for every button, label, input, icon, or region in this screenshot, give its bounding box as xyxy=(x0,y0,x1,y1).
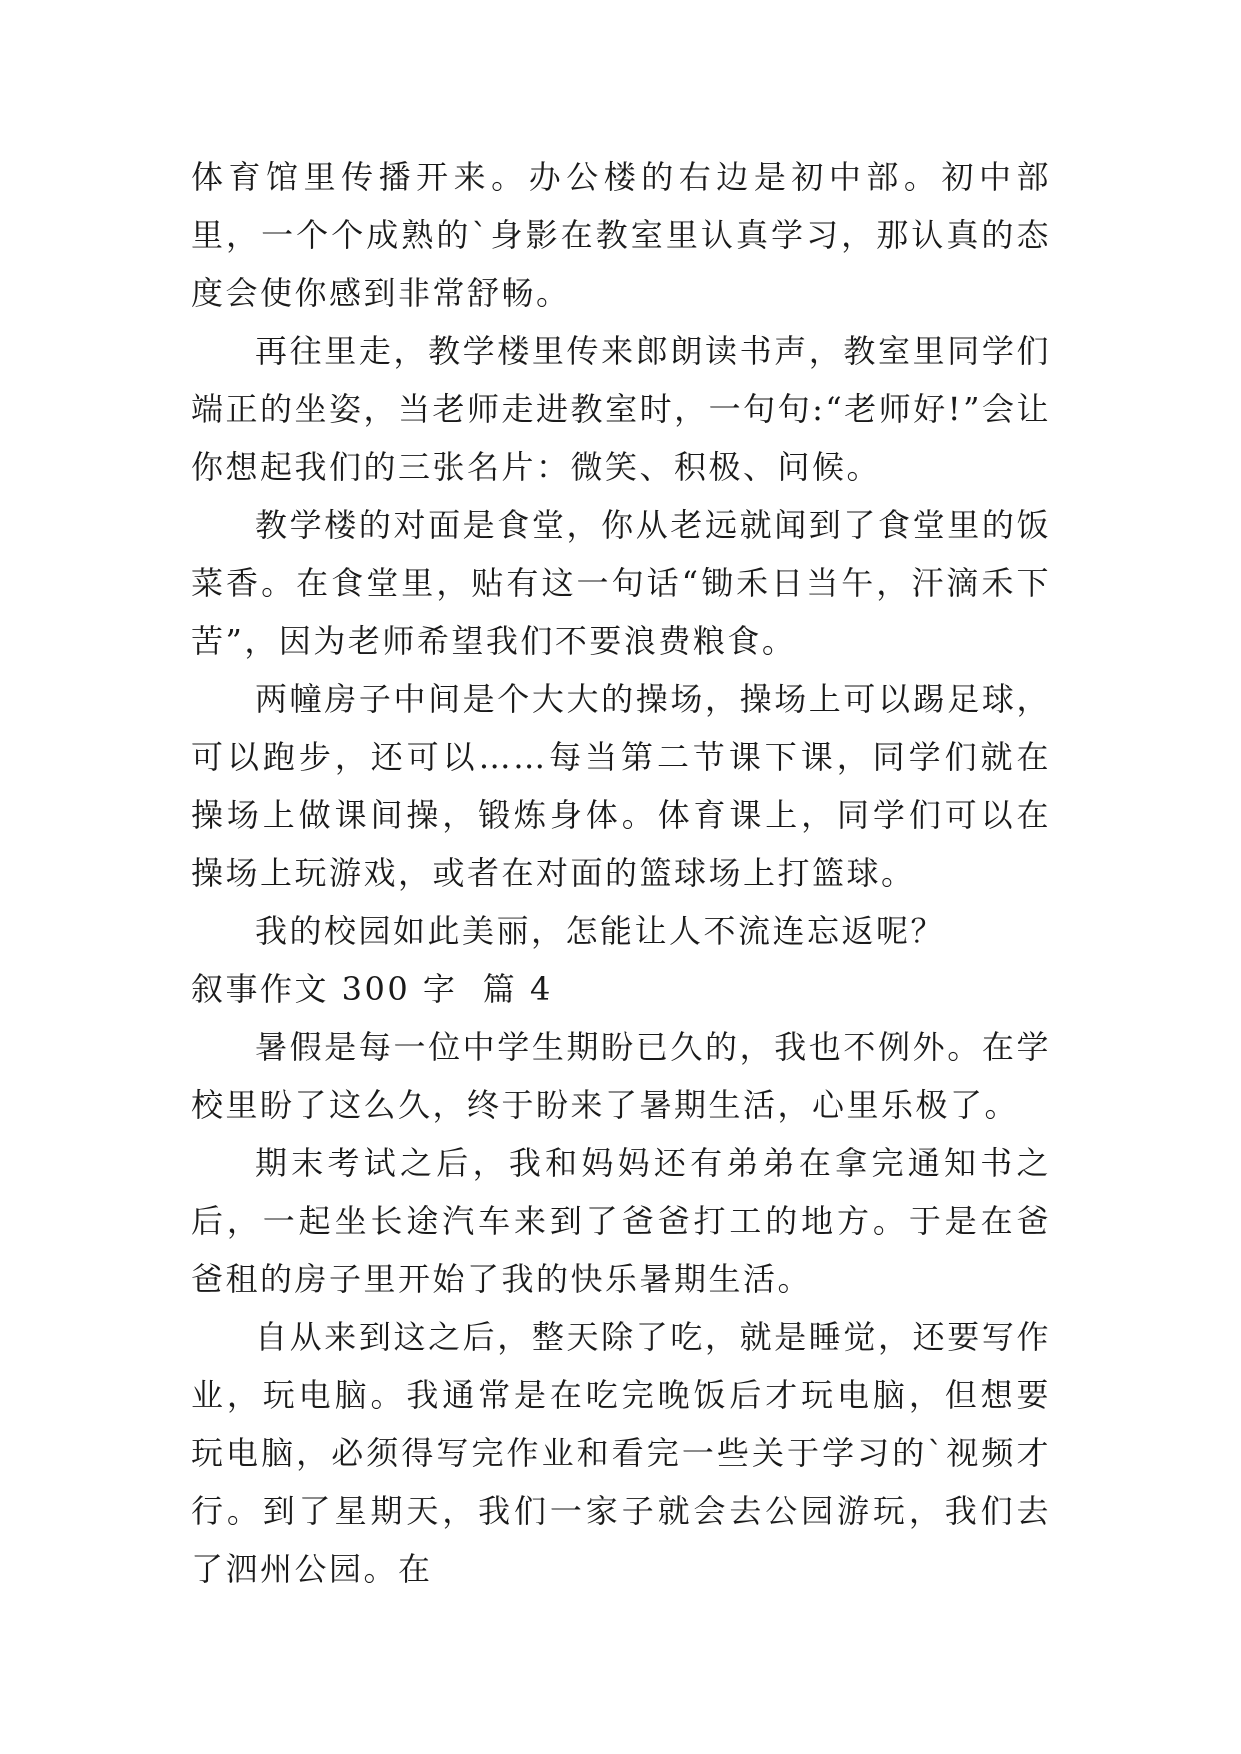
section-heading: 叙事作文 300 字 篇 4 xyxy=(191,970,553,1008)
paragraph-continued: 体育馆里传播开来。办公楼的右边是初中部。初中部里，一个个成熟的`身影在教室里认真学习，那认真的态度会使你感到非常舒畅。 xyxy=(191,158,1051,312)
paragraph: 再往里走，教学楼里传来郎朗读书声，教室里同学们端正的坐姿，当老师走进教室时，一句句:“老师好!”会让你想起我们的三张名片：微笑、积极、问候。 xyxy=(191,332,1051,486)
paragraph: 两幢房子中间是个大大的操场，操场上可以踢足球，可以跑步，还可以……每当第二节课下课，同学们就在操场上做课间操，锻炼身体。体育课上，同学们可以在操场上玩游戏，或者在对面的篮球场上打篮球。 xyxy=(191,680,1051,892)
document-body xyxy=(191,148,1051,1598)
paragraph: 期末考试之后，我和妈妈还有弟弟在拿完通知书之后，一起坐长途汽车来到了爸爸打工的地方。于是在爸爸租的房子里开始了我的快乐暑期生活。 xyxy=(191,1144,1051,1298)
paragraph: 暑假是每一位中学生期盼已久的，我也不例外。在学校里盼了这么久，终于盼来了暑期生活，心里乐极了。 xyxy=(191,1028,1051,1124)
paragraph: 我的校园如此美丽，怎能让人不流连忘返呢？ xyxy=(255,912,946,950)
paragraph: 自从来到这之后，整天除了吃，就是睡觉，还要写作业，玩电脑。我通常是在吃完晚饭后才玩电脑，但想要玩电脑，必须得写完作业和看完一些关于学习的`视频才行。到了星期天，我们一家子就会去公园游玩，我们去了泗州公园。在 xyxy=(191,1318,1051,1588)
paragraph: 教学楼的对面是食堂，你从老远就闻到了食堂里的饭菜香。在食堂里，贴有这一句话“锄禾日当午，汗滴禾下苦”，因为老师希望我们不要浪费粮食。 xyxy=(191,506,1051,660)
